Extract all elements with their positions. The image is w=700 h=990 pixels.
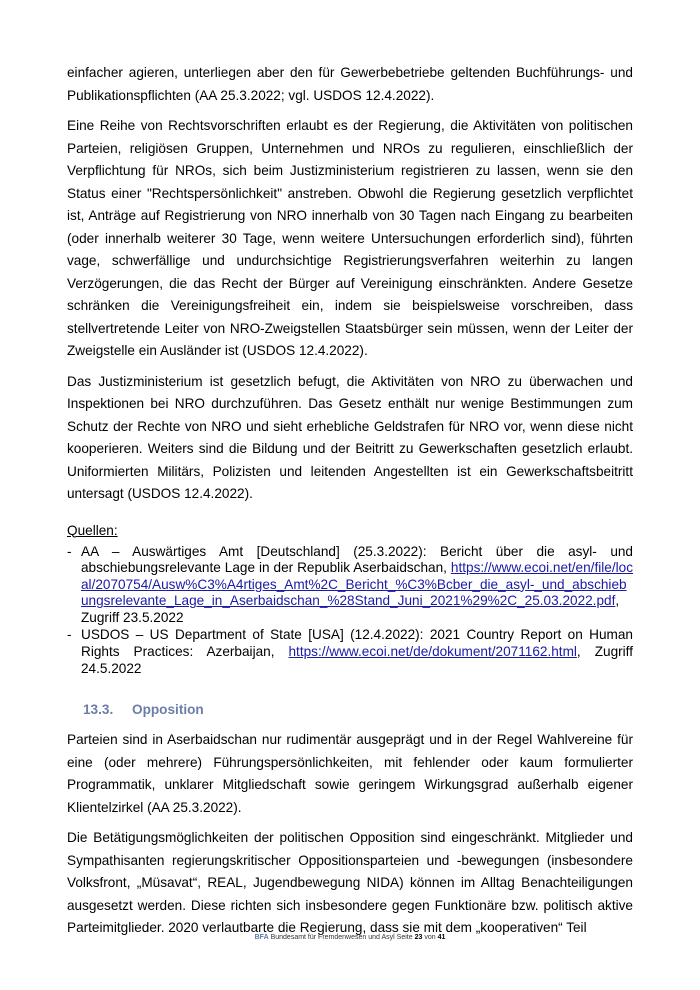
source-citation: USDOS – US Department of State [USA] (12.4.2022): 2021 Country Report on Human Rights Practices: Azerbaijan, (81, 627, 633, 660)
source-link[interactable]: https://www.ecoi.net/de/dokument/2071162.html (288, 644, 577, 660)
source-citation: AA – Auswärtiges Amt [Deutschland] (25.3.2022): Bericht über die asyl- und abschiebungsrelevante Lage in der Republik Aserbaidschan, (81, 543, 633, 576)
source-access-date: , Zugriff 24.5.2022 (81, 644, 633, 676)
source-link[interactable]: https://www.ecoi.net/en/file/local/2070754/Ausw%C3%A4rtiges_Amt%2C_Bericht_%C3%Bcber_die_asyl-_und_abschiebungsrelevante_Lage_in_Aserbaidschan_%28Stand_Juni_2021%29%2C_25.03.2022.pdf (81, 560, 633, 609)
source-item (67, 627, 633, 677)
page-footer (0, 934, 700, 941)
section-heading (83, 701, 633, 719)
footer-page-total: 41 (437, 934, 446, 941)
footer-org: Bundesamt für Fremdenwesen und Asyl (270, 934, 395, 941)
body-paragraph: Eine Reihe von Rechtsvorschriften erlaubt es der Regierung, die Aktivitäten von politischen Parteien, religiösen Gruppen, Unternehmen und NROs zu regulieren, einschließlich der Verpflichtung für NROs, sich beim Justizministerium registrieren zu lassen, wenn sie den Status einer "Rechtspersönlichkeit" anstreben. Obwohl die Regierung gesetzlich verpflichtet ist, Anträge auf Registrierung von NRO innerhalb von 30 Tagen nach Eingang zu bearbeiten (oder innerhalb weiterer 30 Tage, wenn weitere Untersuchungen erforderlich sind), führten vage, schwerfällige und undurchsichtige Registrierungsverfahren weiterhin zu langen Verzögerungen, die das Recht der Bürger auf Vereinigung einschränkten. Andere Gesetze schränken die Vereinigungsfreiheit ein, indem sie beispielsweise vorschreiben, dass stellvertretende Leiter von NRO-Zweigstellen Staatsbürger sein müssen, wenn der Leiter der Zweigstelle ein Ausländer ist (USDOS 12.4.2022). (67, 118, 633, 358)
source-access-date: , Zugriff 23.5.2022 (81, 593, 620, 625)
source-text (81, 544, 633, 627)
section-number: 13.3. (83, 702, 114, 718)
sources-heading: Quellen: (67, 522, 118, 538)
section-title: Opposition (132, 702, 204, 718)
footer-of-word: von (424, 934, 436, 941)
document-page (67, 62, 633, 948)
footer-page-word: Seite (396, 934, 413, 941)
body-paragraph: Parteien sind in Aserbaidschan nur rudimentär ausgeprägt und in der Regel Wahlvereine für eine (oder mehrere) Führungspersönlichkeiten, mit fehlender oder kaum formulierter Programmatik, unklarer Mitgliedschaft sowie geringem Wirkungsgrad außerhalb eigener Klientelzirkel (AA 25.3.2022). (67, 732, 633, 815)
source-item (67, 544, 633, 627)
footer-page-number: 23 (414, 934, 423, 941)
footer-brand: BFA (254, 934, 269, 941)
source-text (81, 627, 633, 677)
body-paragraph: einfacher agieren, unterliegen aber den für Gewerbebetriebe geltenden Buchführungs- und Publikationspflichten (AA 25.3.2022; vgl. USDOS 12.4.2022). (67, 65, 633, 103)
body-paragraph: Die Betätigungsmöglichkeiten der politischen Opposition sind eingeschränkt. Mitglieder und Sympathisanten regierungskritischer Oppositionsparteien und -bewegungen (insbesondere Volksfront, „Müsavat“, REAL, Jugendbewegung NIDA) können im Alltag Benachteiligungen ausgesetzt werden. Diese richten sich insbesondere gegen Funktionäre bzw. politisch aktive Parteimitglieder. 2020 verlautbarte die Regierung, dass sie mit dem „kooperativen“ Teil (67, 830, 633, 936)
list-dash: - (67, 543, 72, 559)
body-paragraph: Das Justizministerium ist gesetzlich befugt, die Aktivitäten von NRO zu überwachen und Inspektionen bei NRO durchzuführen. Das Gesetz enthält nur wenige Bestimmungen zum Schutz der Rechte von NRO und sieht erhebliche Geldstrafen für NRO vor, wenn diese nicht kooperieren. Weiters sind die Bildung und der Beitritt zu Gewerkschaften gesetzlich erlaubt. Uniformierten Militärs, Polizisten und leitenden Angestellten ist ein Gewerkschaftsbeitritt untersagt (USDOS 12.4.2022). (67, 373, 633, 501)
list-dash: - (67, 627, 72, 643)
